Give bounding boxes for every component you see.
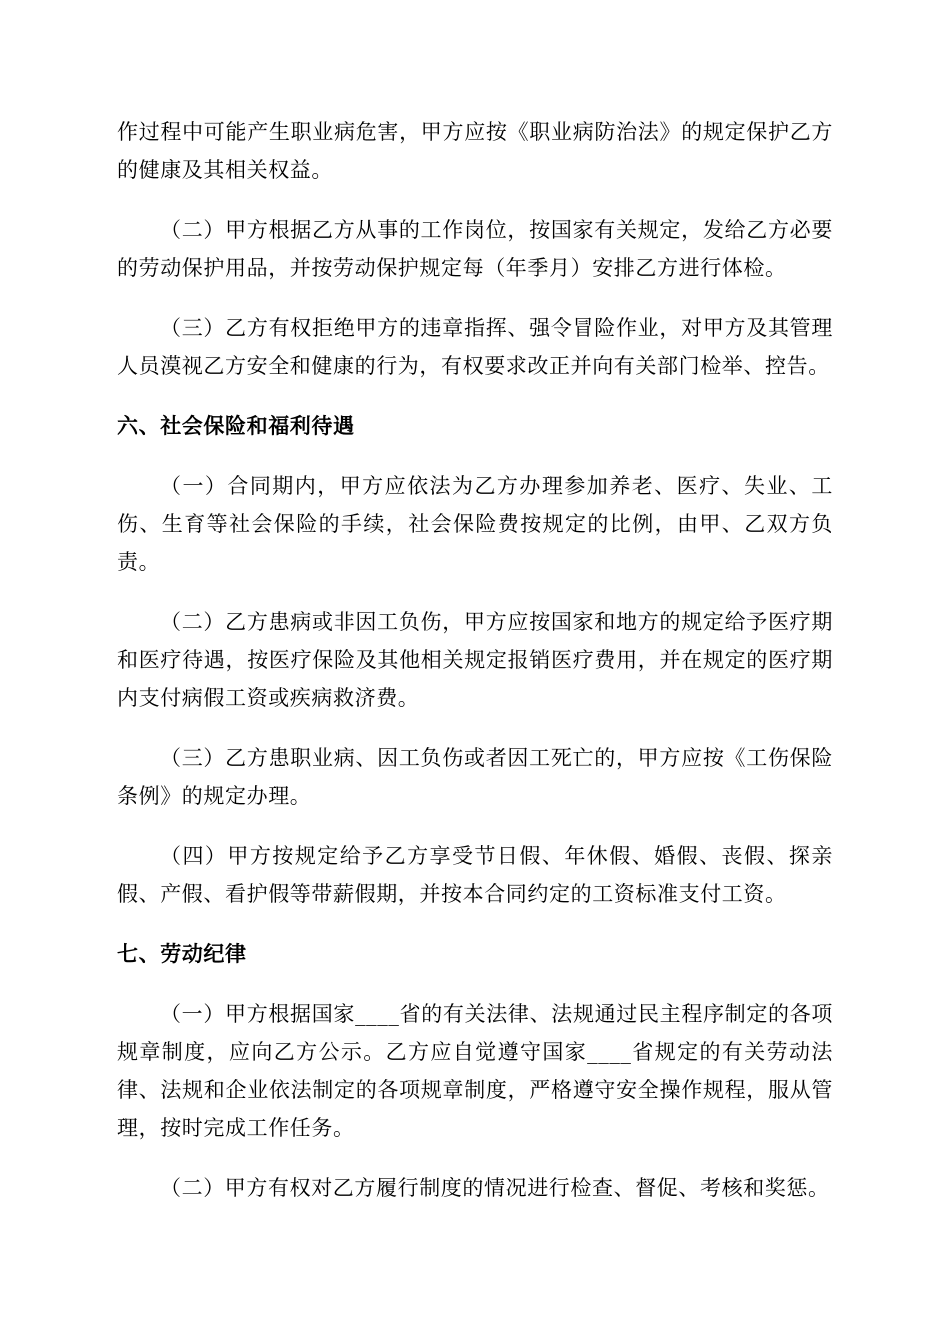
paragraph-item-2: （二）甲方根据乙方从事的工作岗位，按国家有关规定，发给乙方必要的劳动保护用品，并按劳动保护规定每（年季月）安排乙方进行体检。 <box>117 218 833 280</box>
paragraph-item-3: （三）乙方患职业病、因工负伤或者因工死亡的，甲方应按《工伤保险条例》的规定办理。 <box>117 746 833 808</box>
section-heading-labor-discipline: 七、劳动纪律 <box>117 942 247 966</box>
paragraph-item-2: （二）甲方有权对乙方履行制度的情况进行检查、督促、考核和奖惩。 <box>160 1176 830 1200</box>
paragraph-continuation: 作过程中可能产生职业病危害，甲方应按《职业病防治法》的规定保护乙方的健康及其相关权益。 <box>117 120 833 182</box>
paragraph-item-3: （三）乙方有权拒绝甲方的违章指挥、强令冒险作业，对甲方及其管理人员漠视乙方安全和健康的行为，有权要求改正并向有关部门检举、控告。 <box>117 316 833 378</box>
section-heading-social-insurance: 六、社会保险和福利待遇 <box>117 414 355 438</box>
document-page <box>117 113 833 1229</box>
paragraph-item-2: （二）乙方患病或非因工负伤，甲方应按国家和地方的规定给予医疗期和医疗待遇，按医疗保险及其他相关规定报销医疗费用，并在规定的医疗期内支付病假工资或疾病救济费。 <box>117 610 833 710</box>
paragraph-item-4: （四）甲方按规定给予乙方享受节日假、年休假、婚假、丧假、探亲假、产假、看护假等带薪假期，并按本合同约定的工资标准支付工资。 <box>117 844 833 906</box>
paragraph-item-1: （一）合同期内，甲方应依法为乙方办理参加养老、医疗、失业、工伤、生育等社会保险的手续，社会保险费按规定的比例，由甲、乙双方负责。 <box>117 474 833 574</box>
paragraph-item-1: （一）甲方根据国家____省的有关法律、法规通过民主程序制定的各项规章制度，应向乙方公示。乙方应自觉遵守国家____省规定的有关劳动法律、法规和企业依法制定的各项规章制度，严格遵守安全操作规程，服从管理，按时完成工作任务。 <box>117 1002 833 1140</box>
